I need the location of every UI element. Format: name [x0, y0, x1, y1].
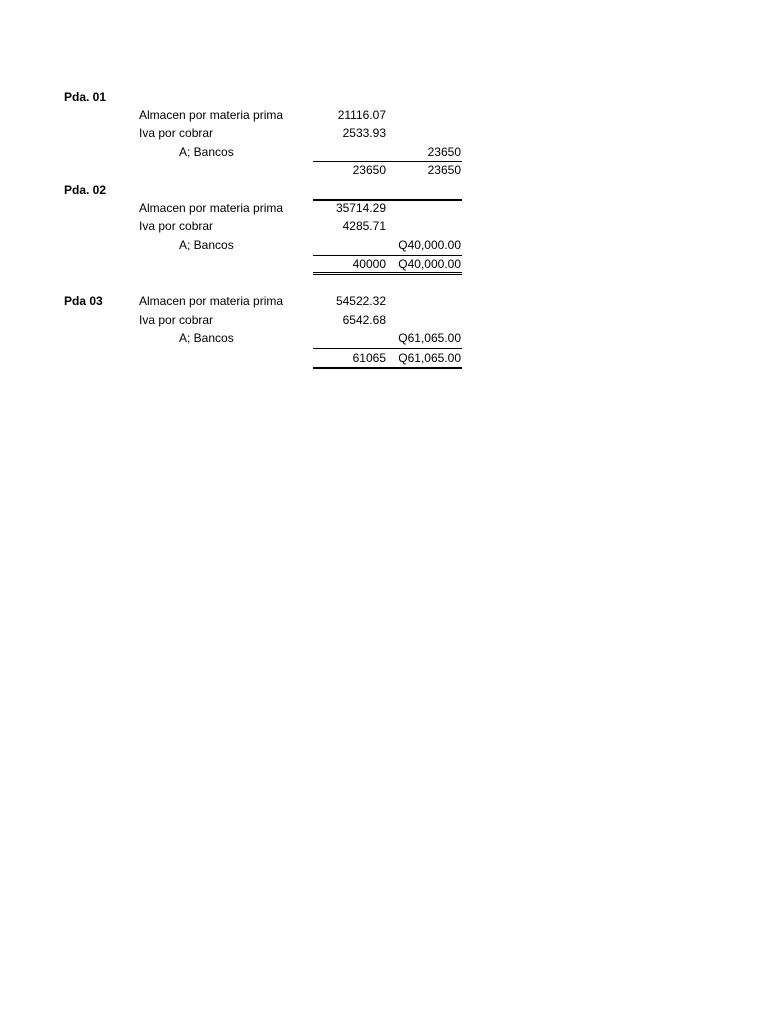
credit-amount — [389, 311, 461, 329]
totals-row — [0, 161, 768, 179]
debit-total: 61065 — [352, 351, 386, 365]
credit-amount — [389, 124, 461, 142]
credit-amount — [389, 217, 461, 235]
journal-line — [0, 236, 768, 254]
entry-header-row — [0, 181, 768, 199]
entry-label: Pda 03 — [64, 294, 103, 308]
credit-amount — [389, 292, 461, 310]
total-bottom-rule — [313, 367, 462, 369]
credit-amount — [389, 106, 461, 124]
credit-amount: Q40,000.00 — [398, 238, 461, 252]
journal-line — [0, 143, 768, 161]
entry-label: Pda. 02 — [64, 183, 107, 197]
account-name: Iva por cobrar — [139, 313, 214, 327]
account-name: Almacen por materia prima — [139, 201, 284, 215]
credit-total: 23650 — [427, 163, 461, 177]
account-name: A; Bancos — [179, 145, 234, 159]
entry-header-row — [0, 88, 768, 106]
journal-line — [0, 106, 768, 124]
debit-amount: 2533.93 — [342, 126, 386, 140]
account-name: Iva por cobrar — [139, 219, 214, 233]
entry-label: Pda. 01 — [64, 90, 107, 104]
journal-line — [0, 124, 768, 142]
debit-amount: 54522.32 — [335, 294, 386, 308]
totals-row — [0, 255, 768, 273]
credit-amount: 23650 — [427, 145, 461, 159]
debit-amount — [313, 236, 386, 254]
debit-amount — [313, 329, 386, 347]
totals-row — [0, 349, 768, 367]
journal-line — [0, 292, 768, 310]
debit-total: 40000 — [352, 257, 386, 271]
journal-line — [0, 199, 768, 217]
debit-amount: 4285.71 — [342, 219, 386, 233]
account-name: Almacen por materia prima — [139, 108, 284, 122]
debit-amount: 6542.68 — [342, 313, 386, 327]
account-name: A; Bancos — [179, 331, 234, 345]
journal-line — [0, 217, 768, 235]
account-name: Almacen por materia prima — [139, 294, 284, 308]
debit-total: 23650 — [352, 163, 386, 177]
debit-amount: 21116.07 — [337, 108, 386, 122]
journal-line — [0, 329, 768, 347]
credit-total: Q61,065.00 — [398, 351, 461, 365]
total-double-rule — [313, 272, 462, 275]
credit-total: Q40,000.00 — [398, 257, 461, 271]
credit-amount: Q61,065.00 — [398, 331, 461, 345]
journal-line — [0, 311, 768, 329]
account-name: A; Bancos — [179, 238, 234, 252]
debit-amount: 35714.29 — [335, 201, 386, 215]
credit-amount — [389, 199, 461, 217]
debit-amount — [313, 143, 386, 161]
account-name: Iva por cobrar — [139, 126, 214, 140]
